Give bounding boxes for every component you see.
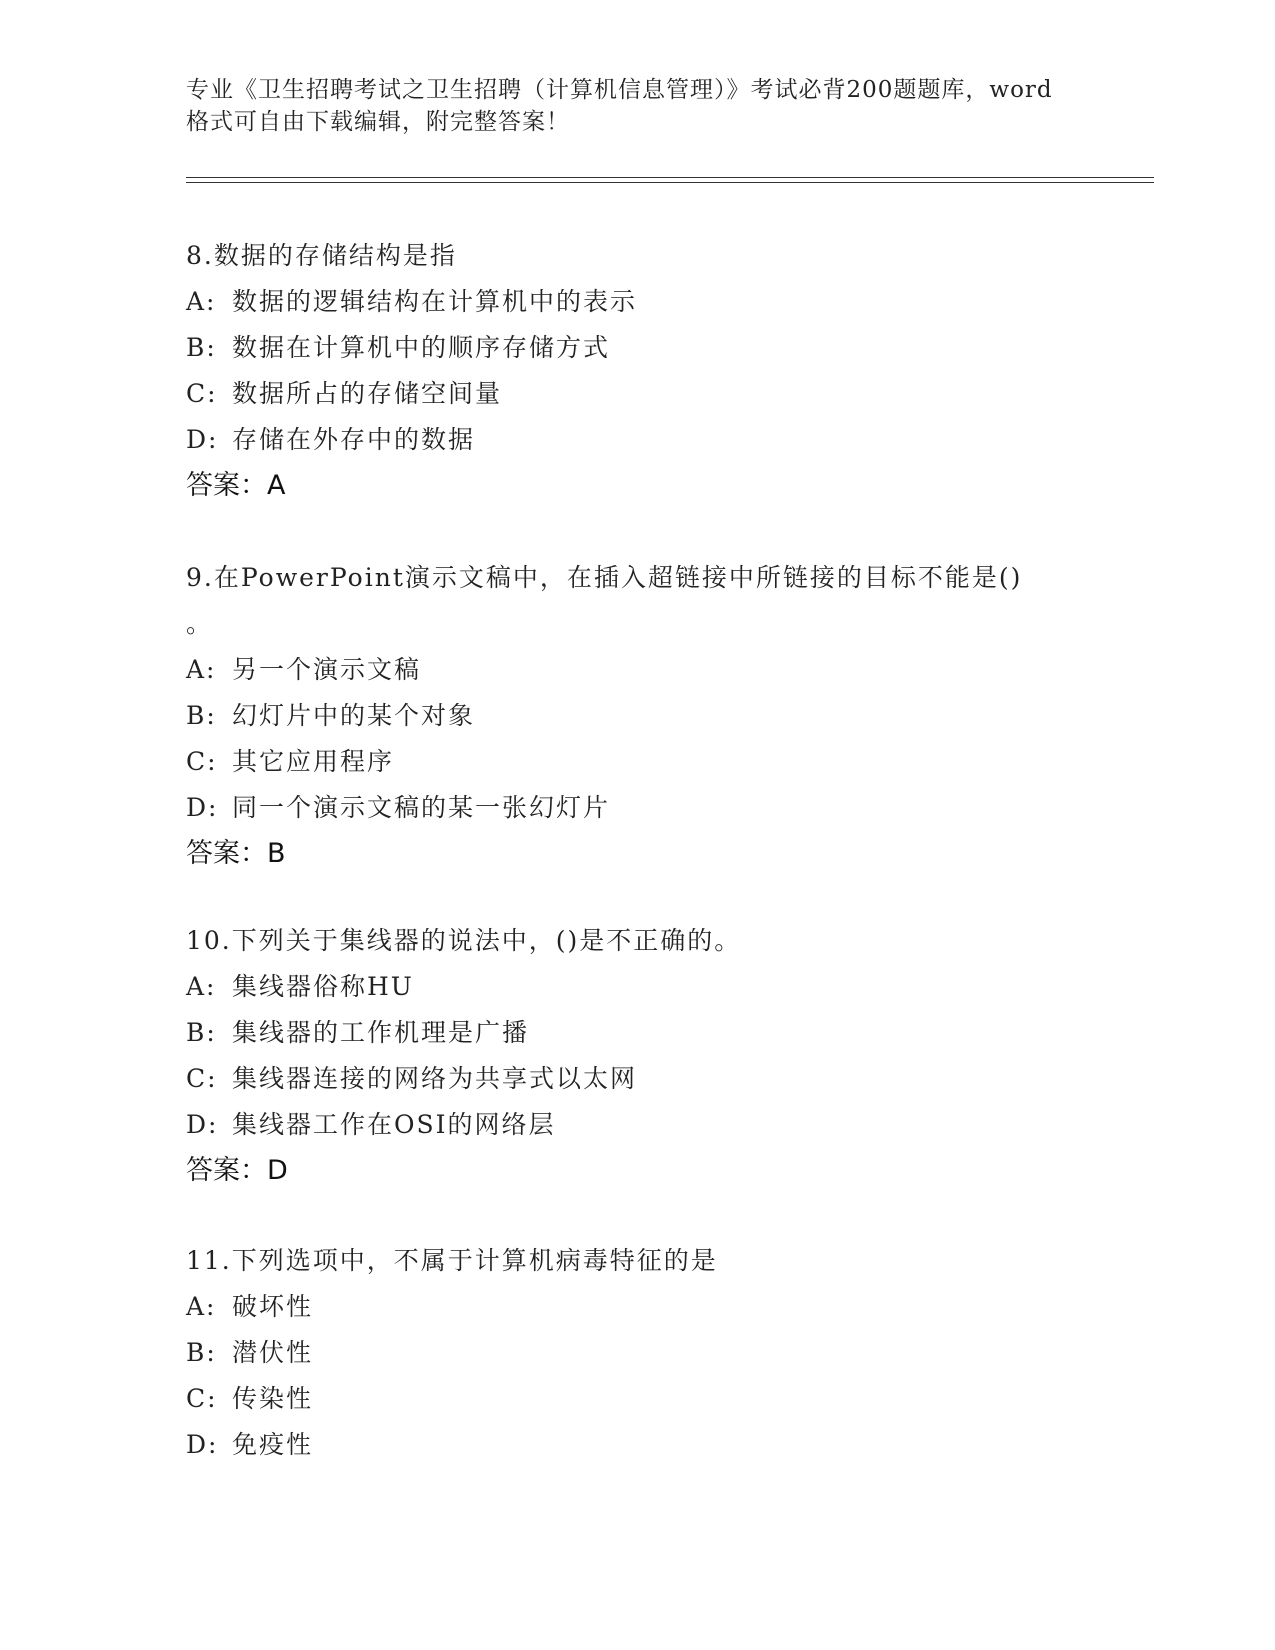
- option-text: 数据的逻辑结构在计算机中的表示: [232, 287, 638, 316]
- option-a: [186, 1284, 1086, 1330]
- option-d: [186, 417, 1086, 463]
- header-line-1: 专业《卫生招聘考试之卫生招聘（计算机信息管理）》考试必背200题题库，word: [186, 77, 1053, 103]
- option-key: A:: [186, 655, 217, 684]
- option-key: B:: [186, 701, 217, 730]
- option-a: [186, 647, 1086, 693]
- header-divider-top: [186, 177, 1154, 178]
- option-text: 集线器工作在OSI的网络层: [232, 1110, 556, 1139]
- option-text: 幻灯片中的某个对象: [232, 701, 476, 730]
- option-c: [186, 371, 1086, 417]
- option-a: [186, 964, 1086, 1010]
- document-header: [186, 74, 1086, 138]
- option-key: A:: [186, 1292, 217, 1321]
- option-text: 集线器俗称HU: [232, 972, 414, 1001]
- option-text: 存储在外存中的数据: [232, 425, 476, 454]
- option-text: 另一个演示文稿: [232, 655, 422, 684]
- question-prompt: 8.数据的存储结构是指: [186, 241, 457, 270]
- question-prompt-continuation: 。: [186, 609, 212, 638]
- option-text: 数据所占的存储空间量: [232, 379, 503, 408]
- question-prompt: 9.在PowerPoint演示文稿中，在插入超链接中所链接的目标不能是(): [186, 563, 1023, 592]
- option-key: C:: [186, 379, 218, 408]
- question-prompt: 11.下列选项中，不属于计算机病毒特征的是: [186, 1246, 718, 1275]
- answer: 答案：D: [186, 1155, 288, 1186]
- option-d: [186, 1102, 1086, 1148]
- header-line-2: 格式可自由下载编辑，附完整答案！: [186, 109, 570, 135]
- question-11: [186, 1238, 1086, 1468]
- answer: 答案：B: [186, 838, 286, 869]
- option-key: C:: [186, 1384, 218, 1413]
- option-key: B:: [186, 1338, 217, 1367]
- option-text: 集线器的工作机理是广播: [232, 1018, 530, 1047]
- option-c: [186, 739, 1086, 785]
- question-9: [186, 555, 1086, 877]
- question-prompt: 10.下列关于集线器的说法中，()是不正确的。: [186, 926, 742, 955]
- option-key: A:: [186, 287, 217, 316]
- option-d: [186, 1422, 1086, 1468]
- option-key: D:: [186, 1110, 219, 1139]
- option-text: 同一个演示文稿的某一张幻灯片: [232, 793, 611, 822]
- option-key: C:: [186, 747, 218, 776]
- option-c: [186, 1376, 1086, 1422]
- option-text: 数据在计算机中的顺序存储方式: [232, 333, 611, 362]
- option-c: [186, 1056, 1086, 1102]
- option-a: [186, 279, 1086, 325]
- option-b: [186, 325, 1086, 371]
- option-text: 其它应用程序: [232, 747, 395, 776]
- option-b: [186, 693, 1086, 739]
- answer: 答案：A: [186, 470, 286, 501]
- option-b: [186, 1010, 1086, 1056]
- option-key: D:: [186, 425, 219, 454]
- option-text: 集线器连接的网络为共享式以太网: [232, 1064, 638, 1093]
- option-d: [186, 785, 1086, 831]
- option-text: 传染性: [232, 1384, 314, 1413]
- option-text: 破坏性: [232, 1292, 314, 1321]
- option-text: 免疫性: [232, 1430, 314, 1459]
- header-divider-bottom: [186, 182, 1154, 183]
- option-key: B:: [186, 1018, 217, 1047]
- option-key: D:: [186, 793, 219, 822]
- option-key: C:: [186, 1064, 218, 1093]
- option-text: 潜伏性: [232, 1338, 314, 1367]
- question-10: [186, 918, 1086, 1194]
- option-key: B:: [186, 333, 217, 362]
- option-key: D:: [186, 1430, 219, 1459]
- option-b: [186, 1330, 1086, 1376]
- question-8: [186, 233, 1086, 509]
- option-key: A:: [186, 972, 217, 1001]
